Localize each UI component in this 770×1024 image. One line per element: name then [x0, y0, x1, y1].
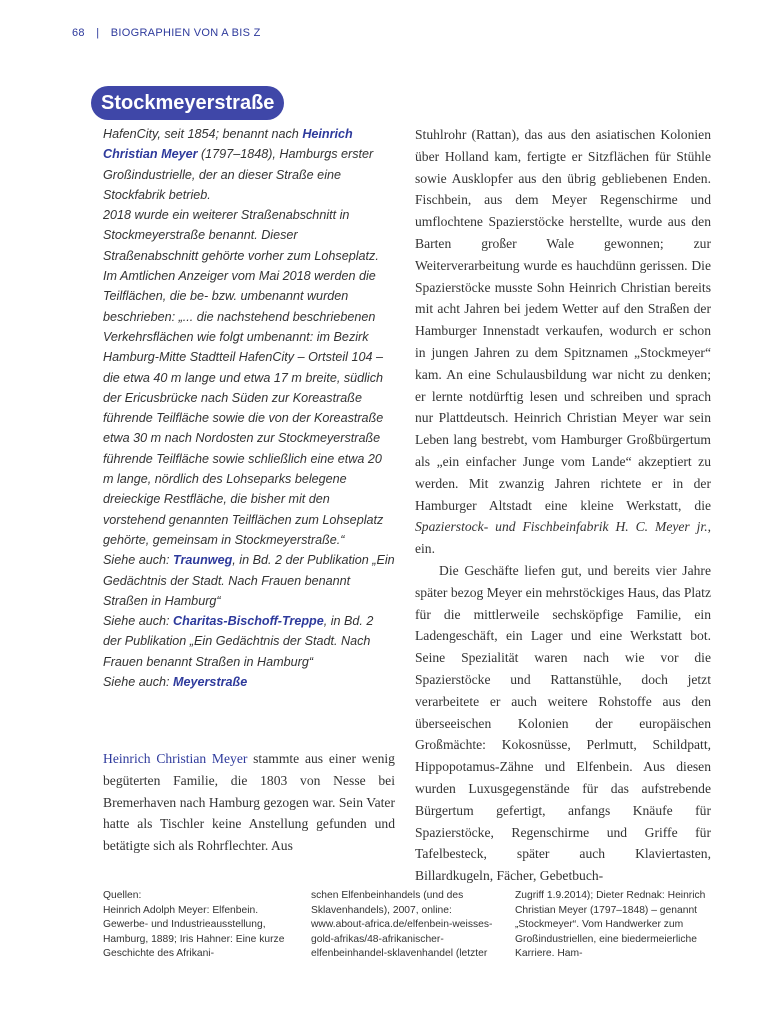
see-also-2 [103, 611, 395, 672]
page-number: 68 [72, 27, 85, 39]
biography-name: Heinrich Christian Meyer [103, 751, 248, 766]
see-also-label: Siehe auch: [103, 553, 174, 568]
intro-text: HafenCity, seit 1854; benannt nach [103, 127, 303, 141]
see-also-label: Siehe auch: [103, 614, 174, 629]
biography-paragraph-1 [415, 124, 711, 560]
see-also-link-traunweg[interactable]: Traunweg [173, 553, 233, 568]
biography-left [103, 748, 395, 857]
see-also-3 [103, 672, 395, 692]
biography-right [415, 124, 711, 887]
see-also-text: , in Bd. 2 der Publikation „Ein Gedächtnis der Stadt. Nach Frauen benannt Straßen in Hamburg“ [103, 614, 374, 669]
biography-paragraph-2: Die Geschäfte liefen gut, und bereits vier Jahre später bezog Meyer ein mehrstöckiges Haus, das Platz für die mittlerweile sechsköpfige Familie, ein Ladengeschäft, ein Lager und eine Werkstatt bot. Seine Spezialität waren nach wie vor die Spazierstöcke und Rattanstühle, doch jetzt verarbeitete er auch weitere Rohstoffe aus den überseeischen Kolonien der europäischen Großmächte: Kokosnüsse, Perlmutt, Schildpatt, Hippopotamus-Zähne und Elfenbein. Aus diesen wurden Luxusgegenstände für das aufstrebende Bürgertum gefertigt, anfangs Knäufe für Spazierstöcke, Regenschirme und Griffe für Tafelbesteck, später auch Klaviertasten, Billardkugeln, Fächer, Gebetbuch- [415, 562, 711, 884]
intro-text: (1797–1848), Hamburgs erster Großindustrielle, der an dieser Straße eine Stockfabrik betrieb. [103, 147, 374, 202]
intro-paragraph [103, 124, 395, 205]
sources-text: Heinrich Adolph Meyer: Elfenbein. Gewerbe- und Industrieausstellung, Hamburg, 1889; Iris Hahner: Eine kurze Geschichte des Afrikani- [103, 904, 285, 960]
extension-paragraph: 2018 wurde ein weiterer Straßenabschnitt in Stockmeyerstraße benannt. Dieser Straßenabschnitt gehörte vorher zum Lohseplatz. Im Amtlichen Anzeiger vom Mai 2018 werden die Teilflächen, die be- bzw. umbenannt wurden beschrieben: „... die nachstehend beschriebenen Verkehrsflächen wie folgt umbenannt: im Bezirk Hamburg-Mitte Stadtteil HafenCity – Ortsteil 104 – die etwa 40 m lange und etwa 17 m breite, südlich der Ericusbrücke nach Süden zur Koreastraße führende Teilfläche sowie die von der Koreastraße etwa 30 m nach Nordosten zur Stockmeyerstraße führende Teilfläche sowie schließlich eine etwa 20 m lange, nördlich des Lohseparks belegene dreieckige Restfläche, die bisher mit den vorstehend genannten Teilflächen zum Lohseplatz gehörte, gemeinsam in Stockmeyerstraße.“ [103, 208, 384, 547]
sources-col-1 [103, 889, 299, 962]
intro-block [103, 124, 395, 692]
company-name: Spazierstock- und Fischbeinfabrik H. C. Meyer jr. [415, 519, 708, 535]
sources-label: Quellen: [103, 890, 142, 901]
sources-col-3: Zugriff 1.9.2014); Dieter Rednak: Heinrich Christian Meyer (1797–1848) – genannt „Stockmeyer“. Vom Handwerker zum Großindustriellen, eine biedermeierliche Karriere. Ham- [515, 890, 706, 960]
biography-text: Stuhlrohr (Rattan), das aus den asiatischen Kolonien über Holland kam, fertigte er Sitzflächen für Stühle sowie Ausklopfer aus den übrig gebliebenen Enden. Fischbein, aus dem Meyer Regenschirme und umflochtene Spazierstöcke herstellte, wurde aus den Barten großer Wale gewonnen; zur Weiterverarbeitung wurde es hauchdünn gerissen. Die Spazierstöcke musste Sohn Heinrich Christian bereits mit acht Jahren bei jedem Wetter auf den Straßen der Hamburger Innenstadt verkaufen, wodurch er schon in jungen Jahren zu dem Spitznamen „Stockmeyer“ kam. An eine Schulausbildung war nicht zu denken; er lernte notdürftig lesen und schreiben und sprach nur Plattdeutsch. Heinrich Christian Meyer war sein Leben lang bestrebt, vom Hamburger Großbürgertum als „ein einfacher Junge vom Lande“ akzeptiert zu werden. Mit zwanzig Jahren richtete er in der Hamburger Altstadt eine kleine Werkstatt, die [415, 127, 711, 513]
sources-col-2: schen Elfenbeinhandels (und des Sklavenhandels), 2007, online: www.about-africa.de/elfenbein-weisses-gold-afrikas/48-afrikanischer-elfenbeinhandel-sklavenhandel (letzter [311, 890, 493, 960]
see-also-1 [103, 550, 395, 611]
see-also-label: Siehe auch: [103, 675, 174, 690]
biography-text: , ein. [415, 519, 711, 557]
header-separator: | [96, 27, 100, 39]
person-link[interactable]: Heinrich Christian Meyer [103, 127, 353, 162]
see-also-link-charitas[interactable]: Charitas-Bischoff-Treppe [173, 614, 324, 629]
section-title: BIOGRAPHIEN VON A BIS Z [110, 27, 261, 39]
biography-text: stammte aus einer wenig begüterten Familie, die 1803 von Nesse bei Bremerhaven nach Hamburg gezogen war. Sein Vater hatte als Tischler keine Anstellung gefunden und betätigte sich als Rohrflechter. Aus [103, 751, 395, 854]
see-also-text: , in Bd. 2 der Publikation „Ein Gedächtnis der Stadt. Nach Frauen benannt Straßen in Hamburg“ [103, 553, 395, 608]
street-title: Stockmeyerstraße [91, 86, 284, 120]
see-also-link-meyerstrasse[interactable]: Meyerstraße [173, 675, 248, 690]
biography-paragraph [103, 748, 395, 857]
running-header [72, 27, 261, 39]
